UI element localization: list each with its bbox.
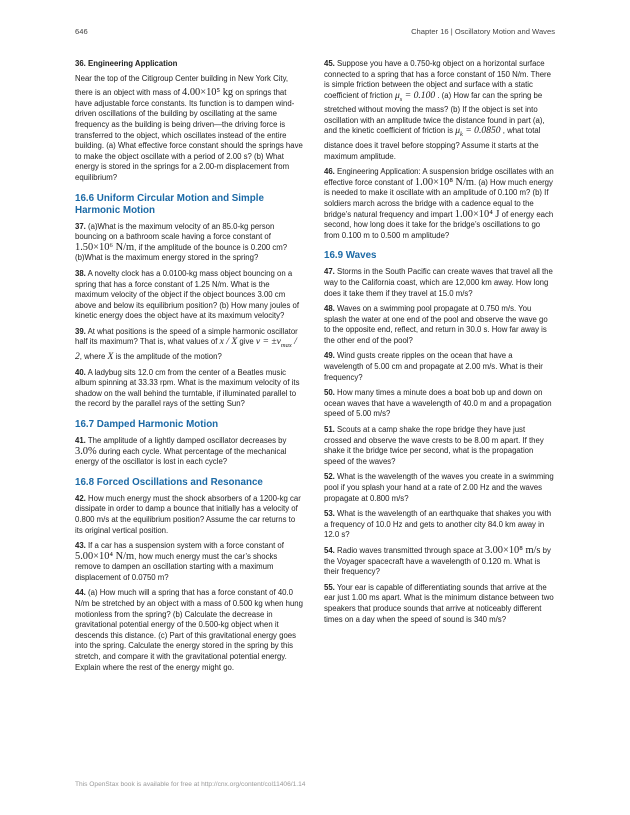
problem-45-mu-k-sub: k (460, 131, 463, 139)
problem-36-text-a: there is an object with mass of (75, 88, 180, 98)
problem-48 (324, 304, 554, 346)
problem-40-number: 40. (75, 367, 86, 377)
problem-37-number: 37. (75, 221, 86, 231)
problem-45-text-c: , what total distance does it travel before stopping? Assume it starts at the maximum amplitude. (324, 126, 541, 161)
left-column (75, 59, 305, 678)
problem-46-math-force-constant: 1.00×10⁸ N/m (414, 176, 475, 188)
problem-52-text: What is the wavelength of the waves you create in a swimming pool if you splash your hand at a rate of 2.00 Hz and the waves propagate at 0.800 m/s? (324, 472, 554, 503)
problem-51 (324, 425, 554, 467)
problem-45-text-a: Suppose you have a 0.750-kg object on a horizontal surface connected to a spring that has a force constant of 150 N/m. There is simple friction between the object and surface with a static coefficient of friction (324, 59, 551, 100)
problem-50-text: How many times a minute does a boat bob up and down on ocean waves that have a wavelength of 40.0 m and a propagation speed of 5.00 m/s? (324, 388, 552, 419)
problem-46 (324, 167, 554, 241)
problem-39-math-v: v = ±v (255, 336, 281, 348)
problem-45 (324, 59, 554, 162)
problem-47-number: 47. (324, 267, 335, 277)
problem-49-text: Wind gusts create ripples on the ocean that have a wavelength of 5.00 cm and propagate at 2.00 m/s. What is their frequency? (324, 351, 543, 382)
problem-40-text: A ladybug sits 12.0 cm from the center of a Beatles music album spinning at 33.33 rpm. What is the maximum velocity of its shadow on the wall behind the turntable, if illuminated parallel to the record by the parallel rays of the setting Sun? (75, 367, 300, 409)
problem-45-mu-k: μ (455, 125, 461, 137)
section-heading-16-9: 16.9 Waves (324, 250, 377, 262)
problem-51-number: 51. (324, 425, 335, 435)
problem-53-number: 53. (324, 509, 335, 519)
section-heading-16-7: 16.7 Damped Harmonic Motion (75, 418, 219, 430)
problem-39-text-d: is the amplitude of the motion? (115, 351, 222, 361)
problem-44-number: 44. (75, 588, 86, 598)
problem-41-math: 3.0% (75, 445, 97, 457)
problem-36-intro: Near the top of the Citigroup Center building in New York City, (75, 73, 289, 83)
problem-41-text-b: during each cycle. What percentage of the mechanical energy of the oscillator is lost in each cycle? (75, 446, 287, 467)
problem-42-text: How much energy must the shock absorbers of a 1200-kg car dissipate in order to damp a bounce that initially has a velocity of 0.800 m/s at the equilibrium position? Assume the car returns to its original vertical position. (75, 493, 301, 535)
problem-36 (75, 59, 305, 184)
problem-45-math-kinetic (455, 125, 501, 139)
problem-41-number: 41. (75, 435, 86, 445)
problem-39-math-amplitude: X (107, 350, 114, 362)
problem-38 (75, 269, 305, 322)
problem-50-number: 50. (324, 388, 335, 398)
problem-47 (324, 267, 554, 299)
problem-45-mu-s-value: = 0.100 (404, 89, 436, 101)
problem-36-title: 36. Engineering Application (75, 59, 178, 68)
problem-43 (75, 541, 305, 583)
problem-43-text-b: , how much energy must the car’s shocks remove to dampen an oscillation starting with a maximum displacement of 0.0750 m? (75, 551, 278, 582)
problem-53 (324, 509, 554, 541)
problem-54-text-b: by the Voyager spacecraft have a wavelength of 0.120 m. What is their frequency? (324, 545, 551, 577)
problem-38-text: A novelty clock has a 0.0100-kg mass object bouncing on a spring that has a force constant of 1.25 N/m. What is the maximum velocity of the object if the object bounces 3.00 cm above and below its equilibrium position? (b) How many joules of kinetic energy does the object have at its maximum velocity? (75, 268, 300, 321)
problem-45-number: 45. (324, 59, 335, 68)
problem-48-number: 48. (324, 304, 335, 314)
problem-39-text-a: At what positions is the speed of a simple harmonic oscillator half its maximum? That is, what values of (75, 326, 298, 347)
problem-46-text-a: Engineering Application: A suspension bridge oscillates with an effective force constant of (324, 167, 554, 187)
problem-42-number: 42. (75, 493, 86, 503)
problem-54-math: 3.00×10⁸ m/s (484, 544, 541, 556)
problem-41 (75, 436, 305, 468)
problem-51-text: Scouts at a camp shake the rope bridge they have just crossed and observe the wave crests to be 8.00 m apart. If they shake it the bridge twice per second, what is the propagation speed of the waves? (324, 425, 544, 466)
problem-45-mu-k-value: = 0.0850 (465, 125, 501, 137)
problem-55-text: Your ear is capable of differentiating sounds that arrive at the ear just 1.00 ms apart. What is the minimum distance between two speakers that produce sounds that arrive at noticeably different times on a day when the speed of sound is 340 m/s? (324, 582, 554, 624)
problem-37-math: 1.50×10⁶ N/m (75, 241, 135, 253)
problem-48-text: Waves on a swimming pool propagate at 0.750 m/s. You splash the water at one end of the pool and observe the wave go to the opposite end, reflect, and return in 30.0 s. How far away is the other end of the pool? (324, 304, 548, 345)
problem-46-text-b: . (a) How much energy is needed to make it oscillate with an amplitude of 0.100 m? (b) If soldiers march across the bridge with a cadence equal to the bridge’s natural frequency and impart (324, 177, 553, 219)
problem-39-math-ratio: x / X (219, 336, 238, 348)
problem-45-math-static (395, 90, 435, 101)
problem-37-text-b: , if the amplitude of the bounce is 0.200 cm? (b)What is the maximum energy stored in the spring? (75, 242, 288, 263)
problem-46-math-energy: 1.00×10⁴ J (454, 208, 500, 220)
problem-52-number: 52. (324, 472, 335, 482)
problem-45-text-b: . (a) How far can the spring be stretched without moving the mass? (b) If the object is set into oscillation with an amplitude twice the distance found in part (a), and the kinetic coefficient of friction is (324, 90, 545, 136)
problem-37-text-a: (a)What is the maximum velocity of an 85.0-kg person bouncing on a bathroom scale having a force constant of (75, 221, 275, 242)
problem-44 (75, 588, 305, 673)
problem-39-number: 39. (75, 326, 86, 336)
section-heading-16-8: 16.8 Forced Oscillations and Resonance (75, 476, 263, 488)
problem-36-text-b: on springs that have adjustable force constants. Its function is to dampen wind-driven oscillations of the building by oscillating at the same frequency as the building is being driven—the driving force is transferred to the object, which oscillates instead of the entire building. (a) What effective force constant should the springs have to make the object oscillate with a period of 2.00 s? (b) What energy is stored in the springs for a 2.00-m displacement from equilibrium? (75, 88, 303, 182)
problem-49 (324, 351, 554, 383)
problem-43-text-a: If a car has a suspension system with a force constant of (88, 541, 284, 551)
problem-47-text: Storms in the South Pacific can create waves that travel all the way to the California coast, which are 12,000 km away. How long does it take them if they travel at 15.0 m/s? (324, 267, 553, 298)
problem-39 (75, 327, 305, 363)
problem-44-text: (a) How much will a spring that has a force constant of 40.0 N/m be stretched by an object with a mass of 0.500 kg when hung motionless from the spring? (b) Calculate the decrease in gravitational potential energy of the 0.500-kg object when it descends this distance. (c) Part of this gravitational energy goes into the spring. Calculate the energy stored in the spring by this stretch, and compare it with the gravitational potential energy. Explain where the rest of the energy might go. (75, 588, 303, 672)
footer-license: This OpenStax book is available for free at http://cnx.org/content/col11406/1.14 (75, 781, 306, 788)
problem-50 (324, 388, 554, 420)
problem-46-number: 46. (324, 167, 335, 177)
problem-40 (75, 368, 305, 410)
problem-54-number: 54. (324, 545, 335, 555)
problem-39-text-b: give (239, 337, 254, 347)
problem-52 (324, 472, 554, 504)
problem-38-number: 38. (75, 268, 86, 278)
problem-46-text-c: of energy each second, how long does it take for the bridge’s oscillations to go from 0.100 m to 0.500 m amplitude? (324, 209, 554, 240)
problem-39-math-end: / 2 (75, 336, 297, 362)
problem-53-text: What is the wavelength of an earthquake that shakes you with a frequency of 10.0 Hz and gets to another city 84.0 km away in 12.0 s? (324, 509, 552, 540)
problem-41-text-a: The amplitude of a lightly damped oscillator decreases by (87, 435, 287, 445)
problem-55 (324, 583, 554, 625)
problem-49-number: 49. (324, 351, 335, 361)
problem-54 (324, 546, 554, 578)
problem-37 (75, 222, 305, 264)
chapter-header: Chapter 16 | Oscillatory Motion and Waves (411, 27, 555, 36)
problem-43-number: 43. (75, 541, 86, 551)
right-column (324, 59, 554, 630)
section-heading-16-6: 16.6 Uniform Circular Motion and Simple Harmonic Motion (75, 192, 264, 216)
problem-55-number: 55. (324, 582, 335, 592)
problem-54-text-a: Radio waves transmitted through space at (337, 545, 483, 555)
problem-36-math-mass: 4.00×10⁵ kg (182, 87, 234, 99)
problem-45-mu-s-sub: s (399, 95, 403, 103)
problem-39-text-c: , where (79, 351, 106, 361)
problem-43-math: 5.00×10⁴ N/m (75, 550, 135, 562)
problem-45-mu-s: μ (394, 89, 400, 101)
problem-42 (75, 494, 305, 536)
page-number: 646 (75, 27, 88, 36)
problem-39-math-sub: max (280, 342, 292, 350)
